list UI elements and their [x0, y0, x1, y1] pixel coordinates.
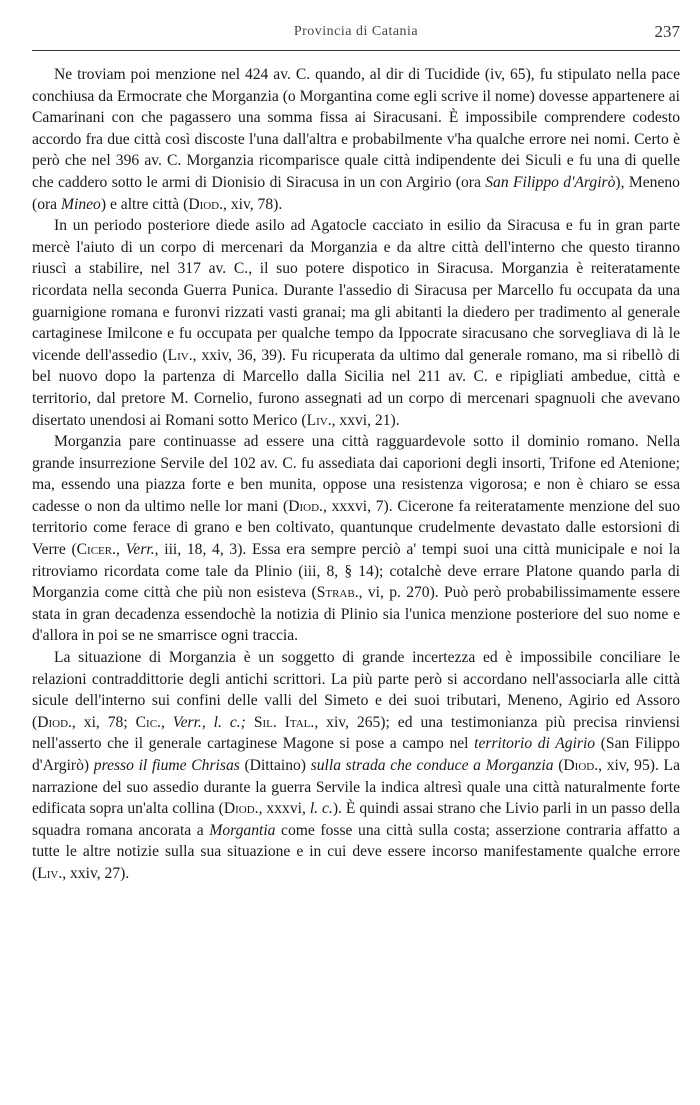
text-run: , xi, 78;	[71, 713, 136, 731]
italic-run: presso il fiume Chrisas	[93, 757, 240, 774]
text-run: , xxiv, 36, 39). Fu ricuperata da ultimo dal generale romano, ma si ribellò di bel nuovo dopo la partenza di Marcello dalla Sicilia nel 211 av. C. e ripigliati ambedue, città e territorio, dal pretore M. Cornelio, furono assegnati ad un corpo di mercenari spagnuoli che avevano disertato unendosi ai Romani sotto Merico (	[32, 346, 680, 429]
text-run: Morganzia pare continuasse ad essere una città ragguardevole sotto il dominio romano. Nella grande insurrezione Servile del 102 av. C. fu assediata dai caporioni degli insorti, Trifone ed Atenione; ma, essendo una piazza forte e ben munita, oppose una resistenza vigorosa; e non è chiaro se essa cadesse o non da ultimo nelle lor mani (	[32, 433, 680, 515]
citation-abbrev: Liv.	[37, 864, 63, 882]
italic-run: Mineo	[61, 195, 101, 213]
citation-abbrev: Cic.	[135, 713, 161, 731]
italic-run: territorio di Agirio	[474, 735, 596, 753]
text-run: , xiv, 265); ed una testimonianza più precisa rinviensi nell'asserto che il generale cartaginese Magone si pose a campo nel	[32, 713, 680, 753]
text-run: ) e altre città (	[100, 195, 189, 213]
paragraph-1	[32, 64, 680, 215]
text-run: , xxxvi,	[258, 800, 310, 818]
paragraph-3	[32, 431, 680, 647]
text-run: La situazione di Morganzia è un soggetto di grande incertezza ed è impossibile conciliare le relazioni contraddittorie degli antichi scrittori. La più parte però si accordano nell'associarla alle città sicule dell'interno sui confini delle valli del Simeto e dei suoi tributari, Meneno, Agirio ed Assoro (	[32, 649, 680, 731]
citation-abbrev: Diod.	[188, 195, 224, 213]
text-run: , xxxvi, 7). Cicerone fa reiteratamente menzione del suo territorio come ferace di grano e ben coltivato, quantunque crudelmente devastato dalle estorsioni di Verre (	[32, 497, 680, 559]
text-run: ), Meneno (ora	[32, 173, 680, 213]
text-run: , xiv, 78).	[223, 195, 283, 213]
text-run: , xxvi, 21).	[331, 411, 400, 429]
citation-abbrev: Cicer.	[76, 541, 117, 559]
text-run: ). È quindi assai strano che Livio parli in un passo della squadra romana ancorata a	[32, 800, 680, 839]
running-title: Provincia di Catania	[293, 24, 419, 39]
text-run: (San Filippo d'Argirò)	[32, 735, 680, 774]
italic-run: sulla strada che conduce a Morganzia	[310, 757, 554, 774]
text-run: (Dittaino)	[239, 757, 311, 774]
text-run: come fosse una città sulla costa; asserzione contraria affatto a tutte le altre notizie sulla sua situazione e in cui deve essere incorso manifestamente qualche errore (	[32, 821, 680, 882]
italic-run: San Filippo d'Argirò	[485, 173, 616, 191]
italic-run: Verr.	[125, 541, 155, 559]
citation-abbrev: Diod.	[37, 713, 72, 731]
italic-run: l. c.	[309, 800, 333, 818]
header-rule	[32, 50, 680, 51]
citation-abbrev: Diod.	[288, 497, 323, 515]
text-run: , xxiv, 27).	[62, 864, 130, 882]
body-text	[32, 64, 680, 885]
text-run: In un periodo posteriore diede asilo ad Agatocle cacciato in esilio da Siracusa e fu in gran parte mercè l'aiuto di un corpo di mercenari da Morganzia e da altre città dell'interno che questo tiranno riuscì a stabilire, nel 317 av. C., il suo potere dispotico in Siracusa. Morganzia è reiteratamente ricordata nella seconda Guerra Punica. Durante l'assedio di Siracusa per Marcello fu occupata da una guarnigione romana e furonvi rizzati vasti granai; ma gli abitanti la diedero per tradimento al generale cartaginese Imilcone e fu occupata per qualche tempo da Ippocrate siracusano che sorvegliava di là le vicende dell'assedio (	[32, 217, 680, 364]
text-run: , iii, 18, 4, 3). Essa era sempre perciò a' tempi suoi una città municipale e noi la ritroviamo ricordata come tale da Plinio (iii, 8, § 14); cotalchè deve errare Platone quando parla di Morganzia come città che più non esisteva (	[32, 541, 681, 602]
text-run: ,	[160, 713, 173, 731]
text-run: , vi, p. 270). Può però probabilissimamente essere stata in gran decadenza essendochè la notizia di Plinio sia l'unica menzione posteriore del suo nome e d'allora in poi se ne smarrisce ogni traccia.	[32, 584, 680, 645]
italic-run: Verr., l. c.;	[172, 713, 246, 731]
citation-abbrev: Diod.	[563, 757, 599, 774]
citation-abbrev: Strab.	[316, 584, 359, 602]
italic-run: Morgantia	[209, 821, 276, 839]
paragraph-4	[32, 647, 680, 885]
citation-abbrev: Liv.	[167, 346, 193, 364]
paragraph-2	[32, 215, 680, 431]
text-run: Ne troviam poi menzione nel 424 av. C. quando, al dir di Tucidide (iv, 65), fu stipulato nella pace conchiusa da Ermocrate che Morganzia (o Morgantina come egli scrive il nome) dovesse appartenere ai Camarinani con che pagassero una somma fissa ai Siracusani. È impossibile comprendere codesto accordo fra due città così discoste l'una dall'altra e probabilmente v'ha qualche errore nei nomi. Certo è però che nel 396 av. C. Morganzia ricomparisce quale città indipendente dei Siculi e fu una di quelle che caddero sotto le armi di Dionisio di Siracusa in un con Argirio (ora	[32, 66, 680, 191]
text-run: (	[553, 757, 564, 774]
citation-abbrev: Diod.	[223, 800, 259, 818]
citation-abbrev: Liv.	[306, 411, 332, 429]
citation-abbrev: Sil. Ital.	[253, 713, 315, 731]
text-run: ,	[116, 541, 126, 559]
text-run: , xiv, 95). La narrazione del suo assedio durante la guerra Servile la indica altresì quale una città naturalmente forte edificata sopra un'alta collina (	[32, 757, 680, 818]
text-run	[246, 714, 254, 731]
page-number: 237	[654, 22, 680, 41]
running-head	[32, 22, 680, 42]
